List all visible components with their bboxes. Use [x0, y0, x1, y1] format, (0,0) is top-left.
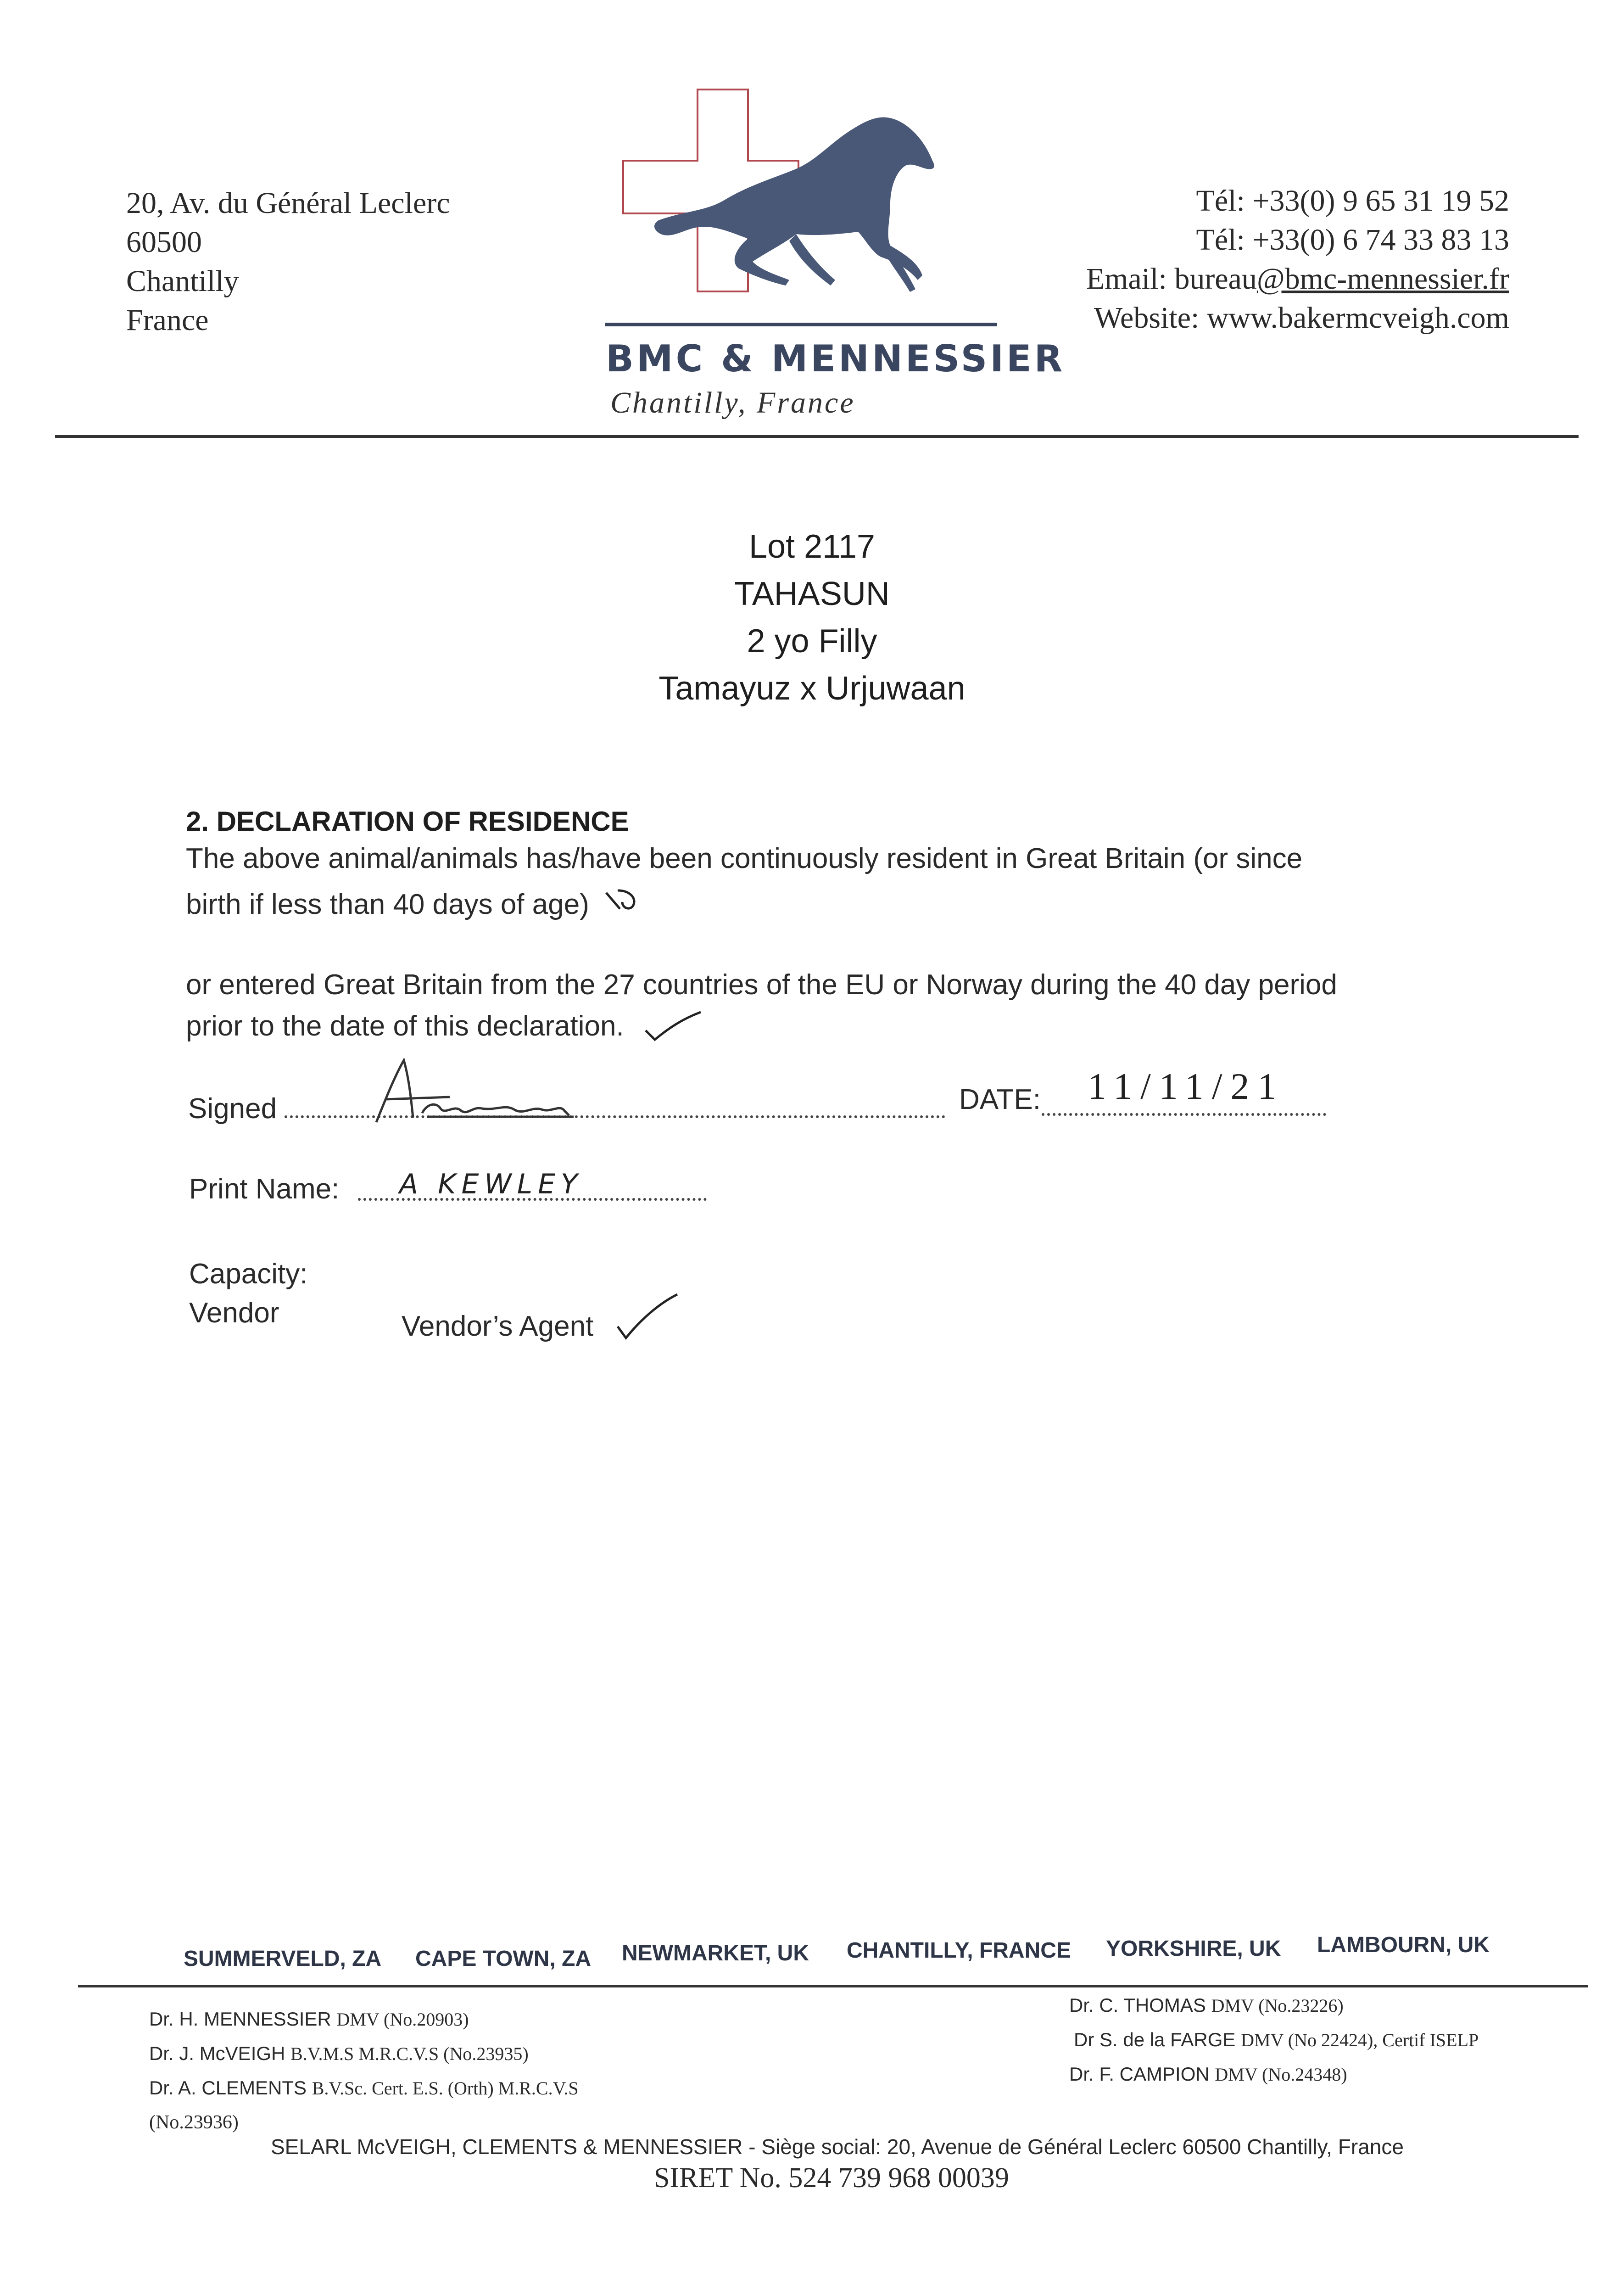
address-line: 20, Av. du Général Leclerc — [126, 186, 450, 220]
location-newmarket: NEWMARKET, UK — [622, 1941, 809, 1965]
phone-1: Tél: +33(0) 9 65 31 19 52 — [1196, 184, 1509, 218]
vendor-agent-label: Vendor’s Agent — [402, 1310, 594, 1342]
horse-pedigree: Tamayuz x Urjuwaan — [659, 670, 965, 707]
location-summerveld: SUMMERVELD, ZA — [184, 1947, 382, 1971]
email — [1086, 259, 1509, 298]
signature-image — [358, 1058, 656, 1127]
email-label: Email: bureau — [1086, 262, 1257, 296]
location-chantilly: CHANTILLY, FRANCE — [847, 1938, 1071, 1963]
doctor-entry: Dr. C. THOMAS DMV (No.23226) — [1069, 1994, 1344, 2016]
address-line: 60500 — [126, 225, 202, 259]
location-lambourn: LAMBOURN, UK — [1317, 1933, 1490, 1957]
capacity-label: Capacity: — [189, 1258, 308, 1290]
address-line: France — [126, 303, 209, 337]
doctor-entry: Dr. J. McVEIGH B.V.M.S M.R.C.V.S (No.23935) — [149, 2043, 529, 2064]
lot-number: Lot 2117 — [749, 528, 875, 565]
vendor-agent-option[interactable] — [402, 1292, 682, 1343]
horse-cross-logo — [615, 87, 982, 321]
date-label: DATE: — [959, 1084, 1041, 1115]
company-address — [126, 184, 450, 340]
checkmark-icon — [613, 1292, 682, 1343]
doctor-entry: Dr. F. CAMPION DMV (No.24348) — [1069, 2063, 1347, 2085]
doctor-entry-number: (No.23936) — [149, 2112, 239, 2133]
cross-out-mark-icon — [602, 888, 643, 916]
brand-location: Chantilly, France — [610, 386, 855, 420]
horse-description: 2 yo Filly — [747, 623, 877, 660]
email-link[interactable]: @bmc-mennessier.fr — [1256, 262, 1509, 296]
section-heading: 2. DECLARATION OF RESIDENCE — [186, 806, 629, 837]
phone-2: Tél: +33(0) 6 74 33 83 13 — [1196, 223, 1509, 257]
lot-title-block — [0, 523, 1624, 712]
checkmark-icon — [641, 1010, 705, 1047]
horse-hind-leg — [789, 234, 835, 285]
signed-label: Signed — [188, 1093, 277, 1125]
company-registered-address: SELARL McVEIGH, CLEMENTS & MENNESSIER - Siège social: 20, Avenue de Général Leclerc 60500 Chantilly, France — [271, 2135, 1404, 2159]
header-divider — [55, 435, 1579, 438]
vendor-option[interactable]: Vendor — [189, 1297, 279, 1329]
address-line: Chantilly — [126, 264, 239, 298]
footer-divider — [78, 1985, 1588, 1987]
contact-block — [1086, 181, 1509, 337]
doctor-entry: Dr. A. CLEMENTS B.V.Sc. Cert. E.S. (Orth) M.R.C.V.S — [149, 2077, 579, 2099]
declaration-text: prior to the date of this declaration. — [186, 1010, 624, 1042]
location-cape-town: CAPE TOWN, ZA — [415, 1947, 592, 1971]
brand-rule — [605, 323, 997, 326]
website[interactable]: Website: www.bakermcveigh.com — [1094, 301, 1509, 335]
declaration-text: birth if less than 40 days of age) — [186, 889, 589, 920]
handwritten-print-name: A KEWLEY — [399, 1168, 583, 1200]
doctor-entry: Dr S. de la FARGE DMV (No 22424), Certif ISELP — [1074, 2029, 1479, 2050]
print-name-label: Print Name: — [189, 1173, 340, 1205]
handwritten-date: 11/11/21 — [1088, 1065, 1285, 1107]
location-yorkshire: YORKSHIRE, UK — [1106, 1937, 1281, 1961]
declaration-line: or entered Great Britain from the 27 countries of the EU or Norway during the 40 day period — [186, 969, 1337, 1001]
declaration-line — [186, 888, 643, 921]
horse-name: TAHASUN — [734, 576, 890, 612]
declaration-line: The above animal/animals has/have been continuously resident in Great Britain (or since — [186, 843, 1303, 874]
siret-number: SIRET No. 524 739 968 00039 — [654, 2162, 1009, 2194]
doctor-entry: Dr. H. MENNESSIER DMV (No.20903) — [149, 2008, 469, 2030]
brand-name: BMC & MENNESSIER — [606, 337, 1066, 380]
declaration-line — [186, 1010, 705, 1047]
